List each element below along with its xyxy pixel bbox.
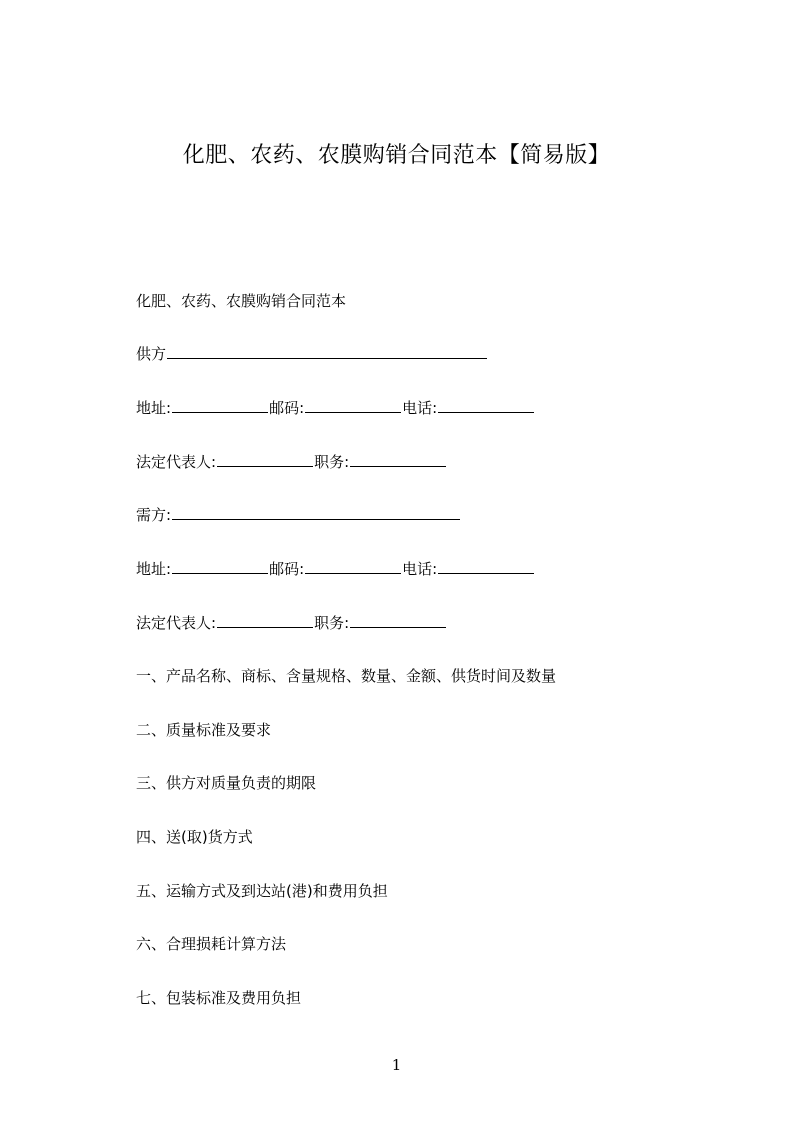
supplier-postcode-label: 邮码: bbox=[269, 399, 305, 417]
buyer-address-label: 地址: bbox=[136, 560, 172, 578]
buyer-address-blank[interactable] bbox=[172, 558, 268, 574]
buyer-postcode-label: 邮码: bbox=[269, 560, 305, 578]
supplier-name-line bbox=[136, 343, 488, 365]
buyer-label: 需方: bbox=[136, 506, 172, 524]
buyer-phone-blank[interactable] bbox=[438, 558, 534, 574]
supplier-position-label: 职务: bbox=[314, 453, 350, 471]
supplier-position-blank[interactable] bbox=[350, 451, 446, 467]
supplier-name-blank[interactable] bbox=[167, 343, 487, 359]
supplier-representative-blank[interactable] bbox=[217, 451, 313, 467]
supplier-label: 供方 bbox=[136, 345, 167, 363]
buyer-position-blank[interactable] bbox=[350, 612, 446, 628]
page-number: 1 bbox=[391, 1056, 402, 1074]
clause-item: 七、包装标准及费用负担 bbox=[136, 989, 302, 1007]
supplier-postcode-blank[interactable] bbox=[305, 397, 401, 413]
clause-item: 一、产品名称、商标、含量规格、数量、金额、供货时间及数量 bbox=[136, 667, 557, 685]
clause-item: 二、质量标准及要求 bbox=[136, 721, 272, 739]
supplier-phone-blank[interactable] bbox=[438, 397, 534, 413]
supplier-address-blank[interactable] bbox=[172, 397, 268, 413]
buyer-representative-label: 法定代表人: bbox=[136, 614, 217, 632]
buyer-representative-blank[interactable] bbox=[217, 612, 313, 628]
supplier-phone-label: 电话: bbox=[402, 399, 438, 417]
document-title: 化肥、农药、农膜购销合同范本【简易版】 bbox=[182, 143, 611, 168]
buyer-name-line bbox=[136, 504, 461, 526]
buyer-postcode-blank[interactable] bbox=[305, 558, 401, 574]
clause-item: 三、供方对质量负责的期限 bbox=[136, 774, 317, 792]
supplier-contact-line bbox=[136, 397, 535, 419]
clause-item: 六、合理损耗计算方法 bbox=[136, 935, 287, 953]
document-subtitle: 化肥、农药、农膜购销合同范本 bbox=[136, 292, 347, 310]
buyer-position-label: 职务: bbox=[314, 614, 350, 632]
buyer-representative-line bbox=[136, 612, 447, 634]
supplier-address-label: 地址: bbox=[136, 399, 172, 417]
buyer-contact-line bbox=[136, 558, 535, 580]
clause-item: 五、运输方式及到达站(港)和费用负担 bbox=[136, 882, 388, 900]
clause-item: 四、送(取)货方式 bbox=[136, 828, 253, 846]
buyer-phone-label: 电话: bbox=[402, 560, 438, 578]
supplier-representative-line bbox=[136, 451, 447, 473]
supplier-representative-label: 法定代表人: bbox=[136, 453, 217, 471]
buyer-name-blank[interactable] bbox=[172, 504, 460, 520]
